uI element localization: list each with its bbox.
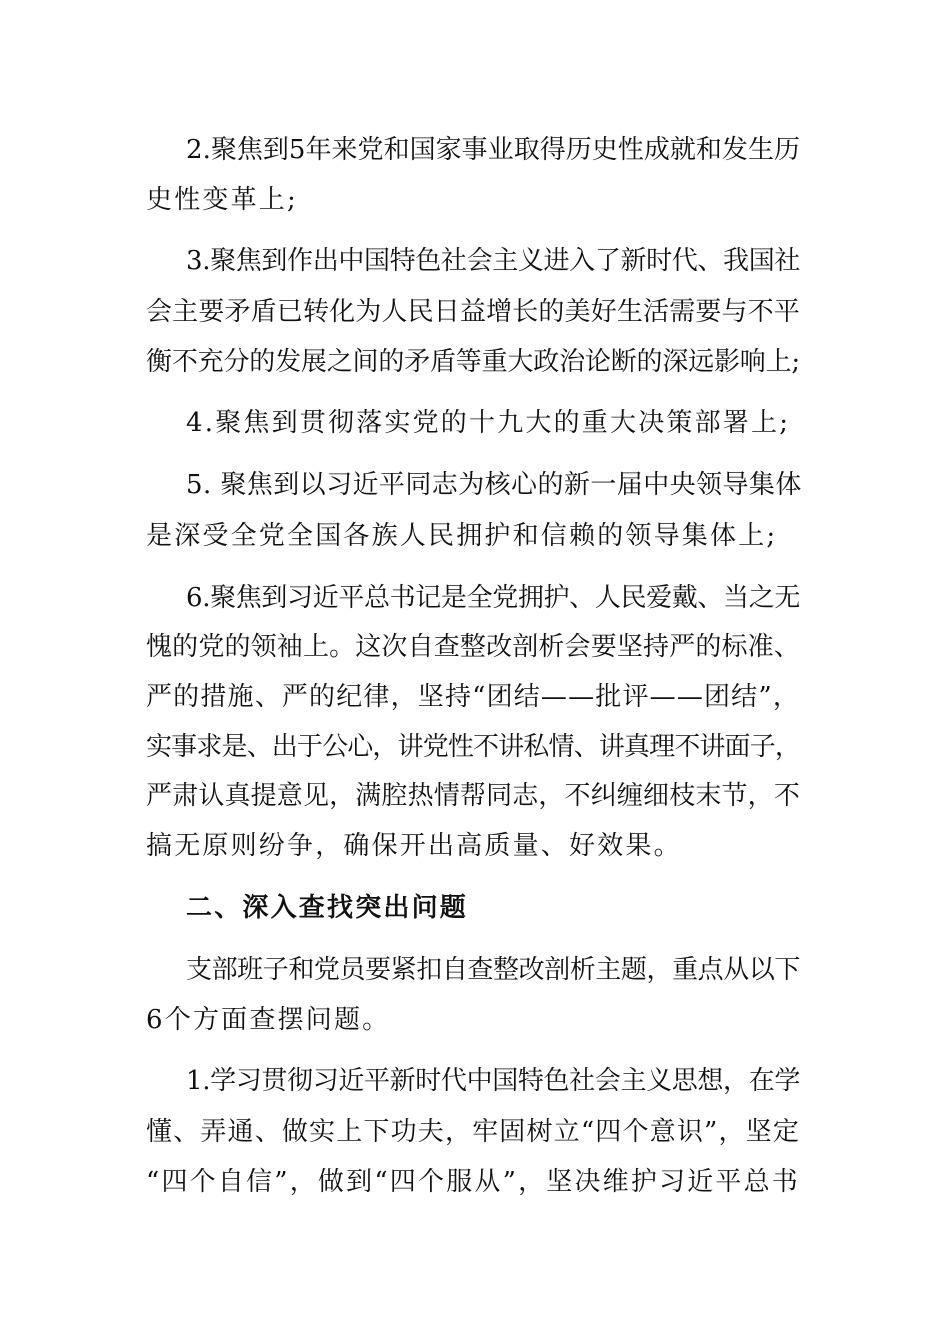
- text-line-content: 愧的党的领袖上。这次自查整改剖析会要坚持严的标准、: [146, 632, 800, 662]
- text-line: [0, 1162, 950, 1202]
- text-line: [0, 826, 950, 866]
- text-line-content: 严的措施、严的纪律，坚持“团结——批评——团结”，: [146, 682, 800, 712]
- text-line: [0, 1000, 950, 1040]
- text-line-content: 史性变革上;: [146, 185, 298, 215]
- text-line: [0, 130, 950, 170]
- text-line-content: 懂、弄通、做实上下功夫，牢固树立“四个意识”，坚定: [146, 1117, 800, 1147]
- text-line-content: 2.聚焦到5年来党和国家事业取得历史性成就和发生历: [186, 135, 800, 165]
- text-line: [0, 776, 950, 816]
- text-line-content: 3.聚焦到作出中国特色社会主义进入了新时代、我国社: [186, 246, 800, 276]
- text-line-content: 实事求是、出于公心，讲党性不讲私情、讲真理不讲面子，: [146, 732, 800, 762]
- text-line: [0, 516, 950, 556]
- text-line: [0, 677, 950, 717]
- text-line-content: 6个方面查摆问题。: [146, 1005, 391, 1035]
- text-line-content: 6.聚焦到习近平总书记是全党拥护、人民爱戴、当之无: [186, 583, 800, 613]
- text-line: [0, 241, 950, 281]
- text-line: [0, 627, 950, 667]
- text-line: [0, 1061, 950, 1101]
- text-line-content: 是深受全党全国各族人民拥护和信赖的领导集体上;: [146, 521, 778, 551]
- section-heading-text: 二、深入查找突出问题: [186, 893, 469, 923]
- text-line-content: 衡不充分的发展之间的矛盾等重大政治论断的深远影响上;: [146, 347, 800, 377]
- text-line-content: 5. 聚焦到以习近平同志为核心的新一届中央领导集体: [186, 470, 802, 500]
- text-line-content: 4.聚焦到贯彻落实党的十九大的重大决策部署上;: [186, 408, 791, 438]
- text-line: [0, 292, 950, 332]
- section-heading: [0, 888, 950, 928]
- text-line: [0, 727, 950, 767]
- text-line: [0, 950, 950, 990]
- text-line: [0, 578, 950, 618]
- text-line-content: 会主要矛盾已转化为人民日益增长的美好生活需要与不平: [146, 297, 800, 327]
- text-line: [0, 403, 950, 443]
- text-line-content: 严肃认真提意见，满腔热情帮同志，不纠缠细枝末节，不: [146, 781, 800, 811]
- text-line: [0, 1112, 950, 1152]
- text-line-content: 1.学习贯彻习近平新时代中国特色社会主义思想，在学: [186, 1066, 800, 1096]
- text-line: [0, 465, 950, 505]
- text-line-content: 支部班子和党员要紧扣自查整改剖析主题，重点从以下: [186, 955, 800, 985]
- text-line: [0, 342, 950, 382]
- text-line-content: “四个自信”，做到“四个服从”，坚决维护习近平总书: [146, 1167, 800, 1197]
- text-line-content: 搞无原则纷争，确保开出高质量、好效果。: [146, 831, 682, 861]
- text-line: [0, 180, 950, 220]
